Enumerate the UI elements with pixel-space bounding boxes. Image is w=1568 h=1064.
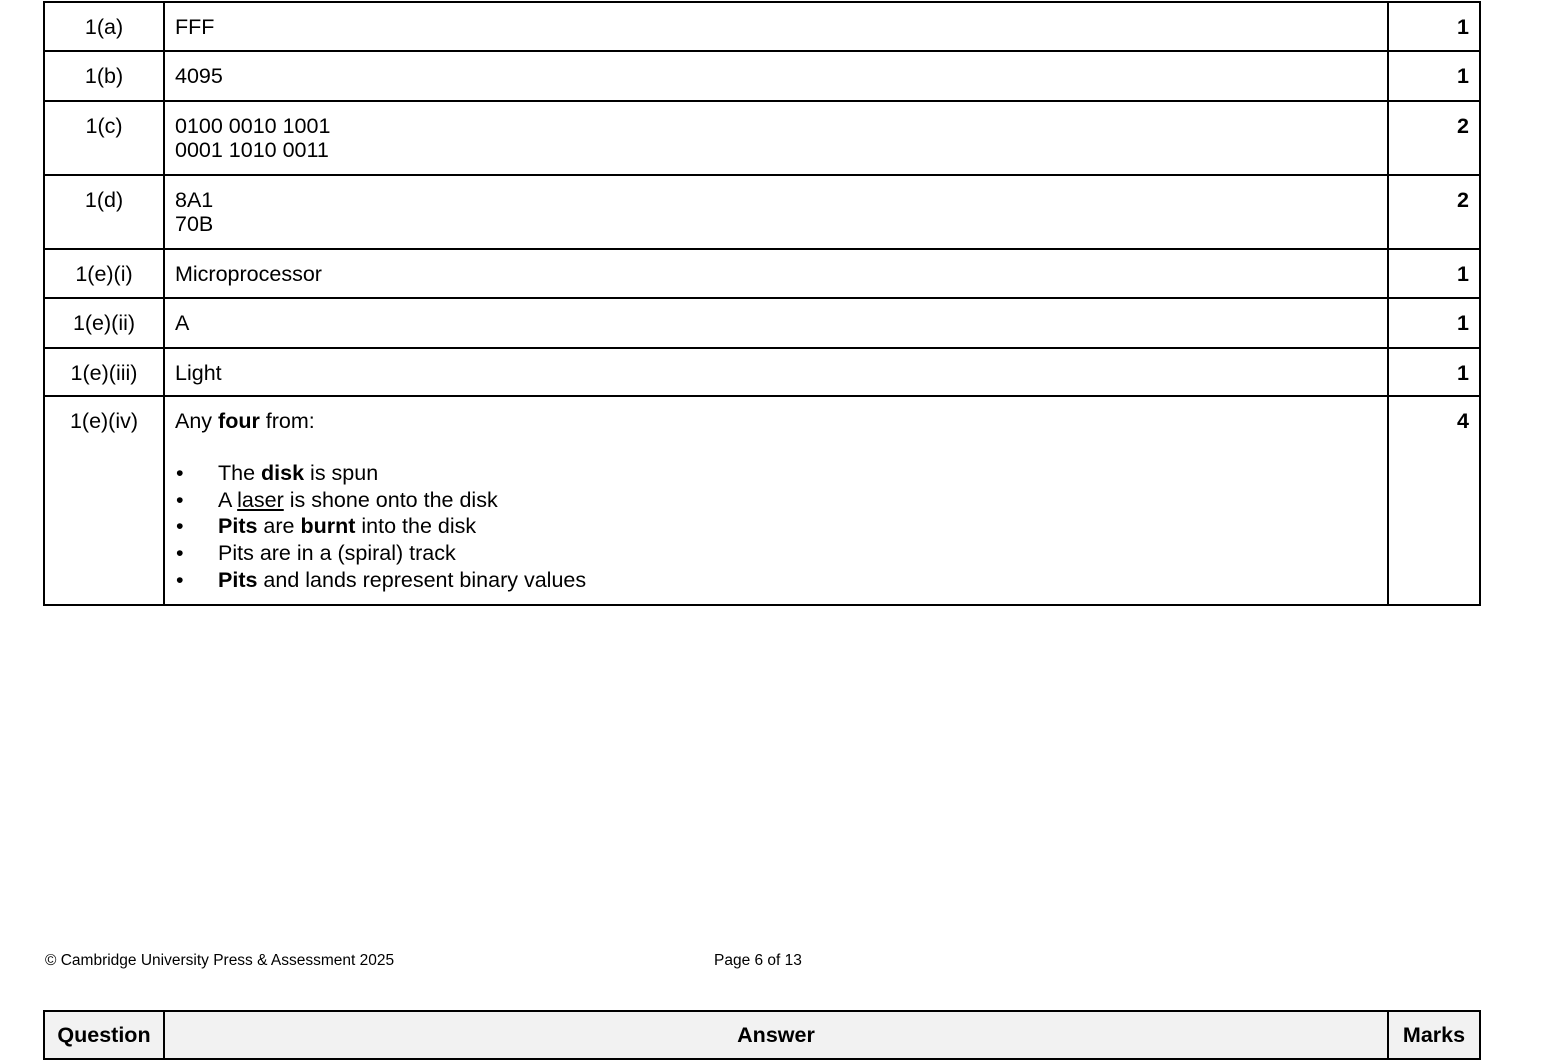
answer-line: Light [175,361,222,385]
question-cell: 1(b) [44,51,164,101]
column-header-answer: Answer [164,1011,1388,1059]
intro-text: from: [259,409,315,433]
marks-cell: 2 [1388,175,1480,249]
bullet-text: A [218,487,238,512]
question-cell: 1(d) [44,175,164,249]
table-row [44,2,1480,51]
answer-line: 70B [175,212,214,236]
emphasis-text: Pits [218,514,258,539]
emphasis-text: Pits [218,567,258,592]
question-cell: 1(a) [44,2,164,51]
table-row [44,249,1480,298]
answer-line: 0001 1010 0011 [175,138,329,162]
marks-cell: 1 [1388,51,1480,101]
bullet-item [175,460,1377,487]
marks-cell: 1 [1388,348,1480,396]
intro-text: Any [175,409,219,433]
bullet-text: are [257,514,301,539]
intro-emphasis: four [218,409,260,433]
bullet-text: is shone onto the disk [283,487,498,512]
answer-line: 0100 0010 1001 [175,114,331,138]
bullet-text: Pits are in a (spiral) track [218,541,456,566]
footer-page-number: Page 6 of 13 [714,952,802,969]
answer-cell [164,298,1388,348]
column-header-question: Question [44,1011,164,1059]
question-cell: 1(c) [44,101,164,175]
answer-line: FFF [175,15,215,39]
bullet-text: into the disk [355,514,477,539]
mark-scheme-table [43,1,1481,606]
answer-cell [164,249,1388,298]
answer-cell [164,175,1388,249]
answer-cell [164,51,1388,101]
question-cell: 1(e)(ii) [44,298,164,348]
bullet-item [175,513,1377,540]
marks-cell: 1 [1388,249,1480,298]
table-row [44,298,1480,348]
question-cell: 1(e)(iv) [44,396,164,605]
next-page-table-header [43,1010,1481,1060]
emphasis-text: disk [261,461,305,485]
table-row [44,175,1480,249]
answer-cell [164,396,1388,605]
answer-bullet-list [175,460,1377,594]
answer-line: Microprocessor [175,262,322,286]
underlined-text: laser [237,487,284,512]
table-row [44,396,1480,605]
header-row [44,1011,1480,1059]
marks-cell: 1 [1388,2,1480,51]
bullet-text: and lands represent binary values [257,567,587,592]
bullet-text: is spun [304,461,379,485]
bullet-item [175,567,1377,594]
answer-intro [175,409,1377,433]
table-row [44,101,1480,175]
answer-cell [164,101,1388,175]
answer-line: A [175,311,190,335]
bullet-item [175,487,1377,514]
marks-cell: 4 [1388,396,1480,605]
mark-scheme-body [44,2,1480,605]
answer-cell [164,2,1388,51]
marks-cell: 2 [1388,101,1480,175]
column-header-marks: Marks [1388,1011,1480,1059]
emphasis-text: burnt [300,514,356,539]
answer-cell [164,348,1388,396]
question-cell: 1(e)(i) [44,249,164,298]
table-row [44,51,1480,101]
table-row [44,348,1480,396]
bullet-item [175,540,1377,567]
footer-copyright: © Cambridge University Press & Assessment 2025 [45,952,395,969]
marks-cell: 1 [1388,298,1480,348]
question-cell: 1(e)(iii) [44,348,164,396]
answer-line: 4095 [175,64,223,88]
bullet-text: The [218,461,262,485]
answer-line: 8A1 [175,188,214,212]
